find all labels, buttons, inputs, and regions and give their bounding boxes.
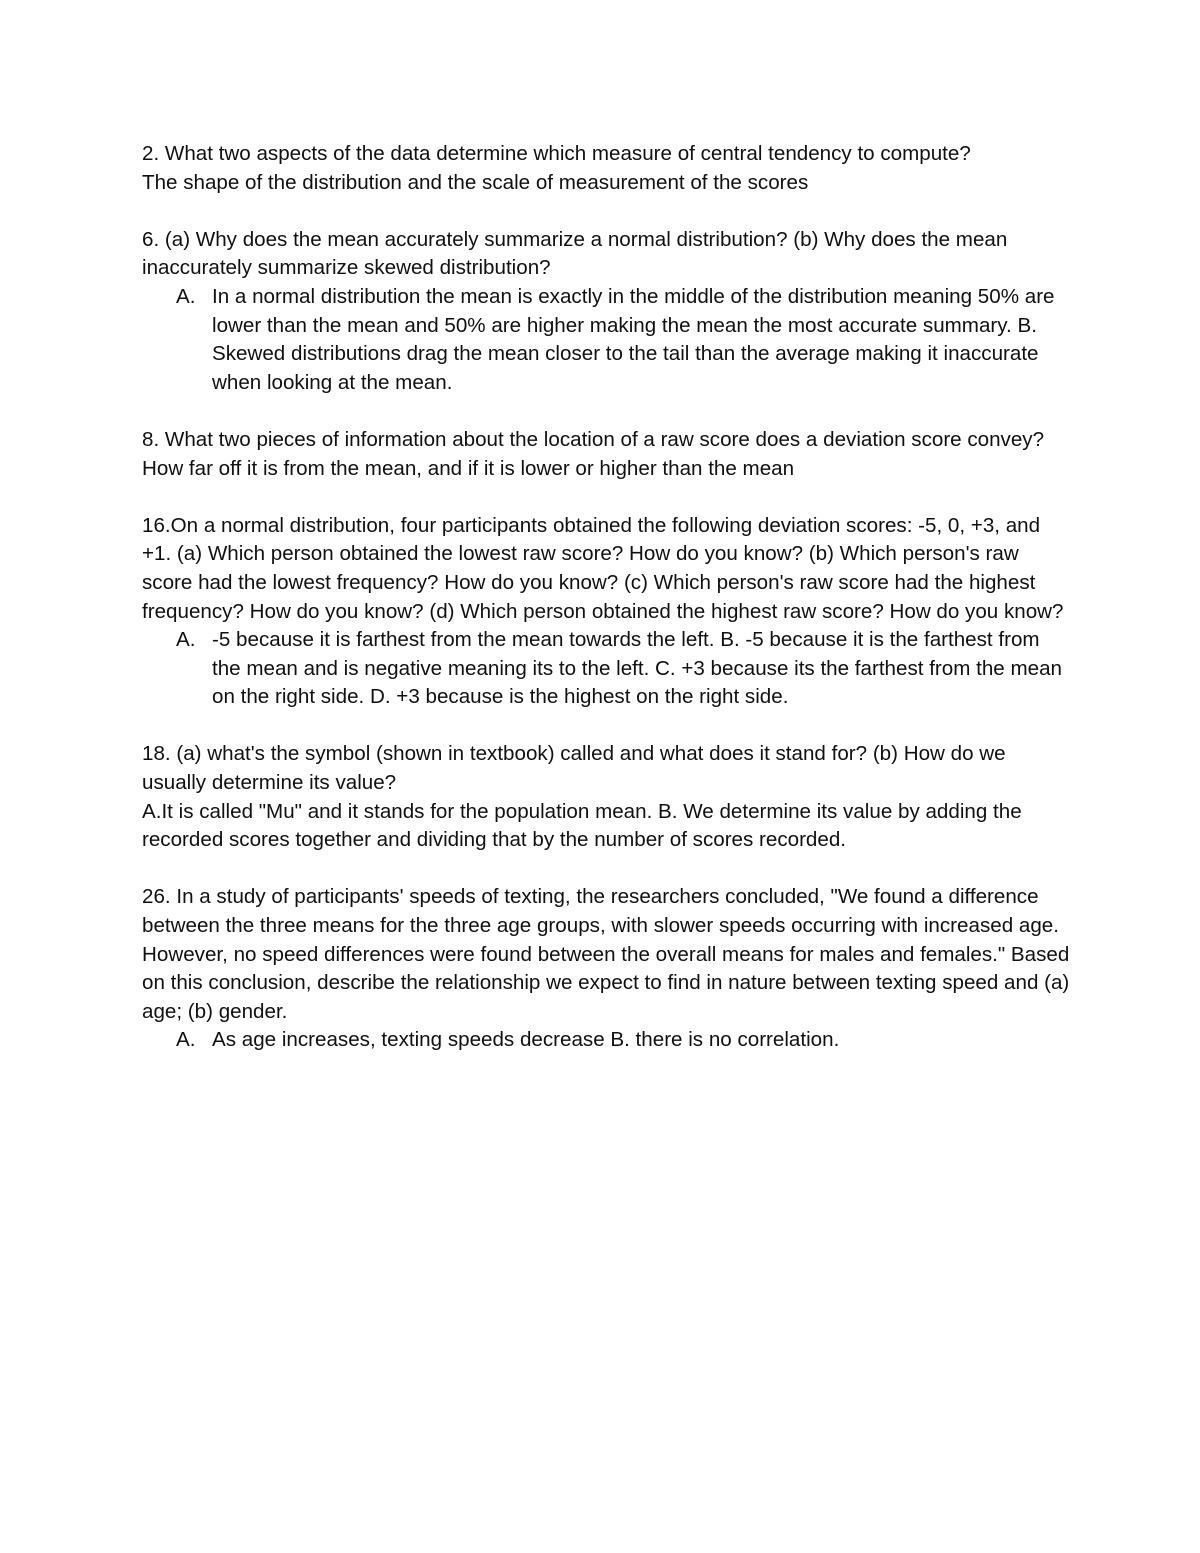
- question-text: 8. What two pieces of information about the location of a raw score does a deviation score convey?: [142, 427, 1045, 451]
- answer-text: How far off it is from the mean, and if it is lower or higher than the mean: [142, 456, 795, 480]
- question-block-2: [142, 140, 1072, 197]
- question-text: 16.On a normal distribution, four participants obtained the following deviation scores: -5, 0, +3, and +1. (a) Which person obtained the lowest raw score? How do you know? (b) Which person's raw score had the lowest frequency? How do you know? (c) Which person's raw score had the highest frequency? How do you know? (d) Which person obtained the highest raw score? How do you know?: [142, 513, 1064, 623]
- answer-text: As age increases, texting speeds decrease B. there is no correlation.: [212, 1028, 840, 1052]
- question-text: 18. (a) what's the symbol (shown in textbook) called and what does it stand for? (b) How do we usually determine its value?: [142, 742, 1006, 795]
- list-marker: A.: [176, 628, 196, 652]
- document-page: [142, 140, 1072, 1084]
- question-block-16: [142, 512, 1072, 712]
- answer-list: [142, 1026, 1072, 1055]
- answer-list-item: [142, 1026, 1072, 1055]
- list-marker: A.: [176, 284, 196, 308]
- answer-text: -5 because it is farthest from the mean towards the left. B. -5 because it is the farthest from the mean and is negative meaning its to the left. C. +3 because its the farthest from the mean on the right side. D. +3 because is the highest on the right side.: [212, 628, 1062, 709]
- question-block-6: [142, 226, 1072, 398]
- question-text: 2. What two aspects of the data determine which measure of central tendency to compute?: [142, 142, 971, 165]
- answer-list: [142, 283, 1072, 397]
- answer-text: A.It is called "Mu" and it stands for the population mean. B. We determine its value by adding the recorded scores together and dividing that by the number of scores recorded.: [142, 799, 1022, 852]
- question-block-26: [142, 883, 1072, 1055]
- list-marker: A.: [176, 1028, 196, 1052]
- answer-list: [142, 626, 1072, 712]
- answer-list-item: [142, 626, 1072, 712]
- answer-text: In a normal distribution the mean is exactly in the middle of the distribution meaning 50% are lower than the mean and 50% are higher making the mean the most accurate summary. B. Skewed distributions drag the mean closer to the tail than the average making it inaccurate when looking at the mean.: [212, 284, 1055, 394]
- question-text: 6. (a) Why does the mean accurately summarize a normal distribution? (b) Why does the mean inaccurately summarize skewed distribution?: [142, 227, 1008, 280]
- question-block-18: [142, 740, 1072, 854]
- question-block-8: [142, 426, 1072, 483]
- question-text: 26. In a study of participants' speeds of texting, the researchers concluded, "We found a difference between the three means for the three age groups, with slower speeds occurring with increased age. However, no speed differences were found between the overall means for males and females." Based on this conclusion, describe the relationship we expect to find in nature between texting speed and (a) age; (b) gender.: [142, 885, 1070, 1023]
- answer-list-item: [142, 283, 1072, 397]
- answer-text: The shape of the distribution and the scale of measurement of the scores: [142, 170, 809, 194]
